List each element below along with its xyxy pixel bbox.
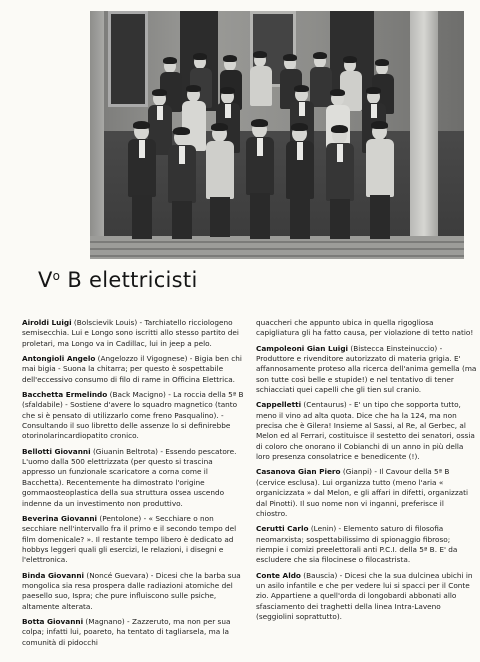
right-column bbox=[256, 318, 477, 627]
student-description-extra: L'uomo dalla 500 elettrizzata (per questo si trascina appresso un funzionale scaricatore a corna come il Bacchetta). Recentemente ha dimostrato l'origine gommaosteoplastica della sua struttura ossea uscendo indenne da un investimento non produttivo. bbox=[22, 457, 225, 508]
student-entry bbox=[22, 514, 247, 566]
student-name: Bacchetta Ermelindo bbox=[22, 390, 108, 400]
heading-prefix: V bbox=[38, 268, 53, 292]
pillar-left bbox=[90, 11, 104, 259]
student-description: (Angelozzo il Vigognese) - Bigia ben chi mai bigia - Suona la chitarra; per questo è sospettabile dell'eccessivo consumo di filo di rame in Officina Elettrica. bbox=[22, 354, 242, 384]
student-entry bbox=[256, 524, 477, 565]
student-description: quaccheri che appunto ubica in quella rigogliosa capigliatura gli ha fatto causa, per violazione di tetto natio! bbox=[256, 318, 474, 338]
student-name: Binda Giovanni bbox=[22, 570, 85, 580]
steps bbox=[90, 236, 464, 259]
section-heading bbox=[38, 268, 198, 292]
student-description: (Bauscia) - Dicesi che la sua dulcinea ubichi in un asilo infantile e che per vedere lui si spacci per il Conte zio. Appartiene a quell'orda di longobardi abbonati allo sfasciamento dei traghetti della linea Intra-Laveno (seggiolini soprattutto). bbox=[256, 570, 473, 621]
student-entry bbox=[256, 467, 477, 519]
heading-superscript: o bbox=[52, 269, 61, 283]
student-entry bbox=[22, 390, 247, 442]
student-name: Airoldi Luigi bbox=[22, 318, 72, 327]
student-entry-continued bbox=[256, 318, 477, 339]
student-entry bbox=[256, 571, 477, 623]
student-description: (Lenin) - Elemento saturo di filosofia neomarxista; sospettabilissimo di spionaggio fibroso; riempie i comizi preelettorali anti P.C.I. della 5ª B. E' da escludere che sia filocinese o filocastrista. bbox=[256, 524, 458, 565]
student-description: (Centaurus) - E' un tipo che sopporta tutto, meno il vino ad alta quota. Dice che ha la 124, ma non precisa che è Gilera! Insieme al Sassi, al Re, al Gerbec, al Melon ed al Ferrari, costituisce il sestetto dei senatori, ossia di coloro che onorano il Cobianchi di un anno in più della loro presenza consolatrice e benedicente (!). bbox=[256, 400, 475, 462]
student-name: Campoleoni Gian Luigi bbox=[256, 343, 349, 353]
student-description: (Giuanin Beltrota) - Essendo pescatore. bbox=[90, 446, 237, 456]
window-left bbox=[108, 11, 148, 107]
student-name: Beverina Giovanni bbox=[22, 513, 98, 523]
student-name: Cerutti Carlo bbox=[256, 524, 309, 534]
student-name: Conte Aldo bbox=[256, 570, 301, 580]
student-entry bbox=[22, 571, 247, 612]
student-name: Casanova Gian Piero bbox=[256, 467, 341, 477]
student-entry bbox=[256, 400, 477, 462]
student-description: (Bolscievik Louis) - Tarchiatello ricciologeno semisecchia. Lui e Longo sono iscritti allo stesso partito dei proletari, ma Longo va in Cadillac, lui in jeep a pelo. bbox=[22, 318, 239, 348]
heading-title: B elettricisti bbox=[67, 268, 198, 292]
student-description: (Noncé Guevara) - Dicesi che la barba sua mongolica sia resa prospera dalle radiazioni atomiche del paesello suo, Ispra; che pure influiscono sulle psiche, altamente alterata. bbox=[22, 570, 241, 611]
student-name: Antongioli Angelo bbox=[22, 354, 96, 364]
student-description: (Bistecca Einsteinuccio) - Produttore e rivenditore autorizzato di materia grigia. E' affannosamente proteso alla ricerca dell'anima gemella (ma son tutte così belle e stupide!) e nel tentativo di tener schiacciati quei capelli che gli tien sul cranio. bbox=[256, 343, 477, 395]
student-entry bbox=[22, 447, 247, 509]
student-entry bbox=[22, 617, 247, 648]
student-description: (Back Macigno) - La roccia della 5ª B (sfaldabile) - Sostiene d'avere lo squadro magnetico (tanto che si è pensato di utilizzarlo come freno Pasqualino). - Consultando il suo libretto delle assenze lo si definirebbe otorinolarincardiopatito cronico. bbox=[22, 390, 244, 441]
student-name: Cappelletti bbox=[256, 400, 302, 410]
student-description: (Pentolone) - « Secchiare o non secchiare nell'intervallo fra il primo e il secondo tempo del film domenicale? ». Il restante tempo libero è dedicato ad hobbys leggeri quali gli esercizi, le relazioni, i disegni e l'elettronica. bbox=[22, 513, 237, 565]
student-entry bbox=[256, 344, 477, 396]
student-entry bbox=[22, 354, 247, 385]
student-entry bbox=[22, 318, 247, 349]
student-description: (Gianpi) - Il Cavour della 5ª B (cervice esclusa). Lui organizza tutto (meno l'aria « organicizzata » dal Melon, e gli affari in difetti, organizzati dal Pinotti). Il suo nome non vi inganni, preferisce il chiostro. bbox=[256, 467, 469, 518]
student-description: (Magnano) - Zazzeruto, ma non per sua colpa; infatti lui, poareto, ha tentato di tagliarsela, ma la comunità di pidocchi bbox=[22, 616, 231, 647]
class-photo bbox=[90, 11, 464, 259]
student-name: Botta Giovanni bbox=[22, 616, 84, 626]
pillar-right bbox=[410, 11, 438, 259]
student-name: Bellotti Giovanni bbox=[22, 446, 91, 456]
left-column bbox=[22, 318, 247, 653]
